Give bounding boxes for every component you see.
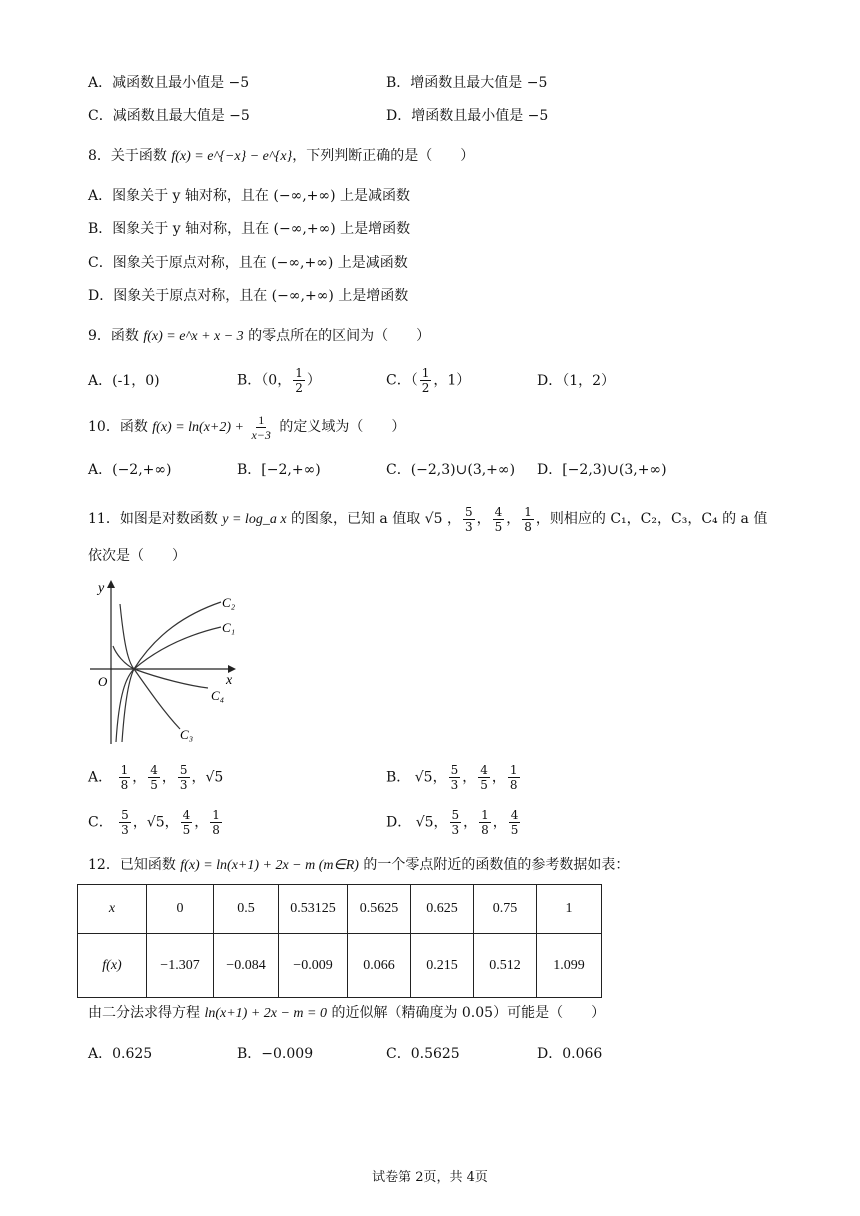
q11-stem-line2: 依次是（ ） bbox=[88, 548, 186, 564]
y-axis-arrow-icon bbox=[107, 580, 115, 588]
q12-option-a: A．0.625 bbox=[88, 1046, 153, 1062]
q12-formula: f(x) = ln(x+1) + 2x − m (m∈R) bbox=[180, 858, 359, 873]
option-label: C． bbox=[88, 814, 113, 831]
q11-fraction-2 bbox=[493, 505, 505, 534]
fraction-denominator: 3 bbox=[179, 778, 188, 792]
q10-option-d: D．[−2,3)∪(3,+∞) bbox=[537, 462, 667, 478]
fraction-numerator: 1 bbox=[421, 366, 430, 380]
table-header-cell: f(x) bbox=[78, 934, 147, 998]
option-b-value-4 bbox=[508, 763, 520, 792]
table-cell: 1 bbox=[537, 885, 602, 934]
q12-followup-suffix: 的近似解（精确度为 0.05）可能是（ ） bbox=[327, 1005, 606, 1021]
q11-option-b: B． √5， $\frac{5}{3}$ ， $\frac{4}{5}$ ， $\frac{1}{8}$ bbox=[386, 763, 518, 792]
q9-option-b-prefix: B．（0， bbox=[237, 372, 292, 389]
fraction-numerator: 4 bbox=[480, 763, 488, 777]
q11-fraction-1 bbox=[463, 505, 475, 534]
option-d-value-4 bbox=[509, 808, 521, 837]
table-cell: −0.084 bbox=[214, 934, 279, 998]
option-a-value-4: √5 bbox=[205, 769, 224, 786]
q10-option-c: C．(−2,3)∪(3,+∞) bbox=[386, 462, 516, 478]
q9-formula: f(x) = e^x + x − 3 bbox=[143, 329, 244, 344]
q11-option-c: C． $\frac{5}{3}$ ，√5， $\frac{4}{5}$ ， $\frac{1}{8}$ bbox=[88, 808, 220, 837]
q11-option-a: A． $\frac{1}{8}$ ， $\frac{4}{5}$ ， $\frac{5}{3}$ ，√5 bbox=[88, 763, 224, 792]
q7-option-d: D．增函数且最小值是 −5 bbox=[386, 108, 549, 124]
fraction-denominator: 3 bbox=[464, 519, 473, 534]
q11-formula: y = log_a x bbox=[222, 512, 287, 527]
curve-c1-label: C₁ bbox=[222, 620, 236, 635]
page-footer: 试卷第 2页，共 4页 bbox=[372, 1170, 488, 1185]
fraction-numerator: 5 bbox=[121, 808, 129, 822]
fraction-denominator: 5 bbox=[480, 778, 488, 792]
option-d-value-1: √5 bbox=[415, 814, 434, 831]
option-b-value-1: √5 bbox=[414, 769, 433, 786]
curve-c3-label: C₃ bbox=[180, 727, 194, 742]
fraction-numerator: 5 bbox=[450, 763, 459, 777]
x-axis-arrow-icon bbox=[228, 665, 236, 673]
q10-formula: f(x) = ln(x+2) + bbox=[152, 420, 248, 435]
option-c-value-3 bbox=[181, 808, 193, 837]
table-cell: 0.5625 bbox=[348, 885, 411, 934]
table-cell: −0.009 bbox=[279, 934, 348, 998]
option-d-value-3 bbox=[479, 808, 491, 837]
table-cell: 0 bbox=[147, 885, 214, 934]
q11-stem-part1: 11．如图是对数函数 bbox=[88, 511, 223, 527]
q12-followup bbox=[88, 1003, 605, 1024]
q7-option-b: B．增函数且最大值是 −5 bbox=[386, 75, 548, 91]
q12-followup-formula: ln(x+1) + 2x − m = 0 bbox=[204, 1006, 327, 1021]
table-cell: 0.5 bbox=[214, 885, 279, 934]
origin-label: O bbox=[98, 674, 108, 689]
q11-stem-part2: 的图象，已知 a 值取 √5 ， bbox=[286, 511, 461, 527]
q10-option-b: B．[−2,+∞) bbox=[237, 462, 321, 478]
option-c-value-4 bbox=[210, 808, 222, 837]
q12-option-c: C．0.5625 bbox=[386, 1046, 460, 1062]
fraction-numerator: 1 bbox=[212, 808, 220, 822]
option-c-value-2: √5 bbox=[146, 814, 165, 831]
fraction-numerator: 4 bbox=[182, 808, 191, 822]
curve-c1 bbox=[116, 627, 221, 742]
q7-option-c: C．减函数且最大值是 −5 bbox=[88, 108, 250, 124]
fraction-numerator: 1 bbox=[524, 504, 532, 519]
x-axis-label: x bbox=[226, 673, 233, 688]
table-header-cell: x bbox=[78, 885, 147, 934]
q12-followup-prefix: 由二分法求得方程 bbox=[88, 1005, 205, 1021]
table-cell: 0.625 bbox=[411, 885, 474, 934]
option-c-value-1 bbox=[119, 808, 131, 837]
option-label: A． bbox=[88, 769, 113, 786]
q8-option-c: C．图象关于原点对称，且在 (−∞,+∞) 上是减函数 bbox=[88, 255, 408, 271]
q10-stem-prefix: 10．函数 bbox=[88, 419, 153, 435]
fraction-denominator: 3 bbox=[450, 778, 459, 792]
option-d-value-2 bbox=[450, 808, 462, 837]
fraction-denominator: 2 bbox=[421, 381, 430, 395]
q9-option-b-fraction bbox=[293, 366, 305, 395]
fraction-numerator: 5 bbox=[451, 808, 460, 822]
fraction-denominator: x−3 bbox=[251, 427, 271, 442]
fraction-denominator: 5 bbox=[182, 823, 191, 837]
option-label: D． bbox=[386, 814, 412, 831]
q7-option-a: A．减函数且最小值是 −5 bbox=[88, 75, 250, 91]
q10-stem bbox=[88, 412, 405, 443]
curve-c2-label: C₂ bbox=[222, 595, 236, 610]
fraction-numerator: 1 bbox=[509, 763, 518, 777]
log-function-graph bbox=[86, 574, 246, 746]
option-b-value-3 bbox=[478, 763, 490, 792]
q9-stem-suffix: 的零点所在的区间为（ ） bbox=[243, 328, 431, 344]
q9-stem bbox=[88, 326, 430, 347]
fraction-denominator: 8 bbox=[481, 823, 489, 837]
q9-option-c bbox=[386, 366, 470, 395]
q10-fraction bbox=[249, 413, 272, 442]
q11-stem-part3: ，则相应的 C₁，C₂，C₃，C₄ 的 a 值 bbox=[535, 511, 768, 527]
option-a-value-3 bbox=[178, 763, 190, 792]
q9-option-c-fraction bbox=[420, 366, 432, 395]
option-b-value-2 bbox=[449, 763, 461, 792]
fraction-denominator: 8 bbox=[120, 778, 129, 792]
table-cell: 0.75 bbox=[474, 885, 537, 934]
option-label: B． bbox=[386, 769, 411, 786]
fraction-numerator: 1 bbox=[481, 808, 489, 822]
fraction-numerator: 4 bbox=[150, 763, 158, 777]
table-cell: 0.512 bbox=[474, 934, 537, 998]
table-cell: 0.53125 bbox=[279, 885, 348, 934]
fraction-numerator: 5 bbox=[464, 504, 473, 519]
q11-option-d: D． √5， $\frac{5}{3}$ ， $\frac{1}{8}$ ， $\frac{4}{5}$ bbox=[386, 808, 519, 837]
option-a-value-1 bbox=[119, 763, 131, 792]
table-cell: 0.215 bbox=[411, 934, 474, 998]
q8-stem-suffix: ，下列判断正确的是（ ） bbox=[292, 148, 475, 164]
fraction-numerator: 4 bbox=[494, 504, 503, 519]
table-cell: 1.099 bbox=[537, 934, 602, 998]
fraction-denominator: 3 bbox=[451, 823, 460, 837]
fraction-denominator: 2 bbox=[295, 381, 303, 395]
fraction-numerator: 5 bbox=[179, 763, 188, 777]
table-cell: 0.066 bbox=[348, 934, 411, 998]
q9-option-b bbox=[237, 366, 321, 395]
fraction-denominator: 8 bbox=[212, 823, 220, 837]
q8-option-b: B．图象关于 y 轴对称，且在 (−∞,+∞) 上是增函数 bbox=[88, 221, 411, 237]
fraction-denominator: 5 bbox=[510, 823, 519, 837]
table-row-x bbox=[78, 885, 602, 934]
q8-option-d: D．图象关于原点对称，且在 (−∞,+∞) 上是增函数 bbox=[88, 288, 409, 304]
fraction-numerator: 4 bbox=[510, 808, 519, 822]
fraction-numerator: 1 bbox=[120, 763, 129, 777]
q12-stem-suffix: 的一个零点附近的函数值的参考数据如表： bbox=[358, 857, 630, 873]
q12-option-d: D．0.066 bbox=[537, 1046, 603, 1062]
q9-option-b-suffix: ） bbox=[306, 372, 321, 389]
fraction-denominator: 5 bbox=[494, 519, 503, 534]
q12-stem-prefix: 12．已知函数 bbox=[88, 857, 181, 873]
option-a-value-2 bbox=[148, 763, 160, 792]
curve-c2 bbox=[122, 602, 221, 742]
q9-option-a: A．(-1，0) bbox=[88, 373, 160, 389]
q9-option-c-prefix: C．（ bbox=[386, 372, 418, 389]
q9-option-d: D．（1，2） bbox=[537, 373, 616, 389]
y-axis-label: y bbox=[98, 581, 105, 596]
q9-stem-prefix: 9．函数 bbox=[88, 328, 144, 344]
q8-stem-prefix: 8．关于函数 bbox=[88, 148, 172, 164]
fraction-numerator: 1 bbox=[258, 412, 265, 427]
reference-data-table bbox=[77, 884, 602, 998]
curve-c4-label: C₄ bbox=[211, 688, 225, 703]
table-cell: −1.307 bbox=[147, 934, 214, 998]
q12-stem bbox=[88, 855, 629, 876]
q8-stem bbox=[88, 146, 474, 167]
q8-formula: f(x) = e^{−x} − e^{x} bbox=[171, 149, 293, 164]
fraction-numerator: 1 bbox=[295, 366, 303, 380]
q8-option-a: A．图象关于 y 轴对称，且在 (−∞,+∞) 上是减函数 bbox=[88, 188, 410, 204]
q12-option-b: B．−0.009 bbox=[237, 1046, 314, 1062]
q10-stem-suffix: 的定义域为（ ） bbox=[274, 419, 406, 435]
q10-option-a: A．(−2,+∞) bbox=[88, 462, 172, 478]
fraction-denominator: 5 bbox=[150, 778, 158, 792]
q11-fraction-3 bbox=[522, 505, 534, 534]
fraction-denominator: 8 bbox=[509, 778, 518, 792]
fraction-denominator: 8 bbox=[524, 519, 532, 534]
table-row-fx bbox=[78, 934, 602, 998]
q9-option-c-suffix: ，1） bbox=[433, 372, 471, 389]
fraction-denominator: 3 bbox=[121, 823, 129, 837]
q11-stem: 11．如图是对数函数 y = log_a x 的图象，已知 a 值取 √5 ， $\frac{5}{3}$ ， $\frac{4}{5}$ ， $\frac{1}{8}$ ，则相应的 C₁，C₂，C₃，C₄ 的 a 值 bbox=[88, 504, 768, 534]
